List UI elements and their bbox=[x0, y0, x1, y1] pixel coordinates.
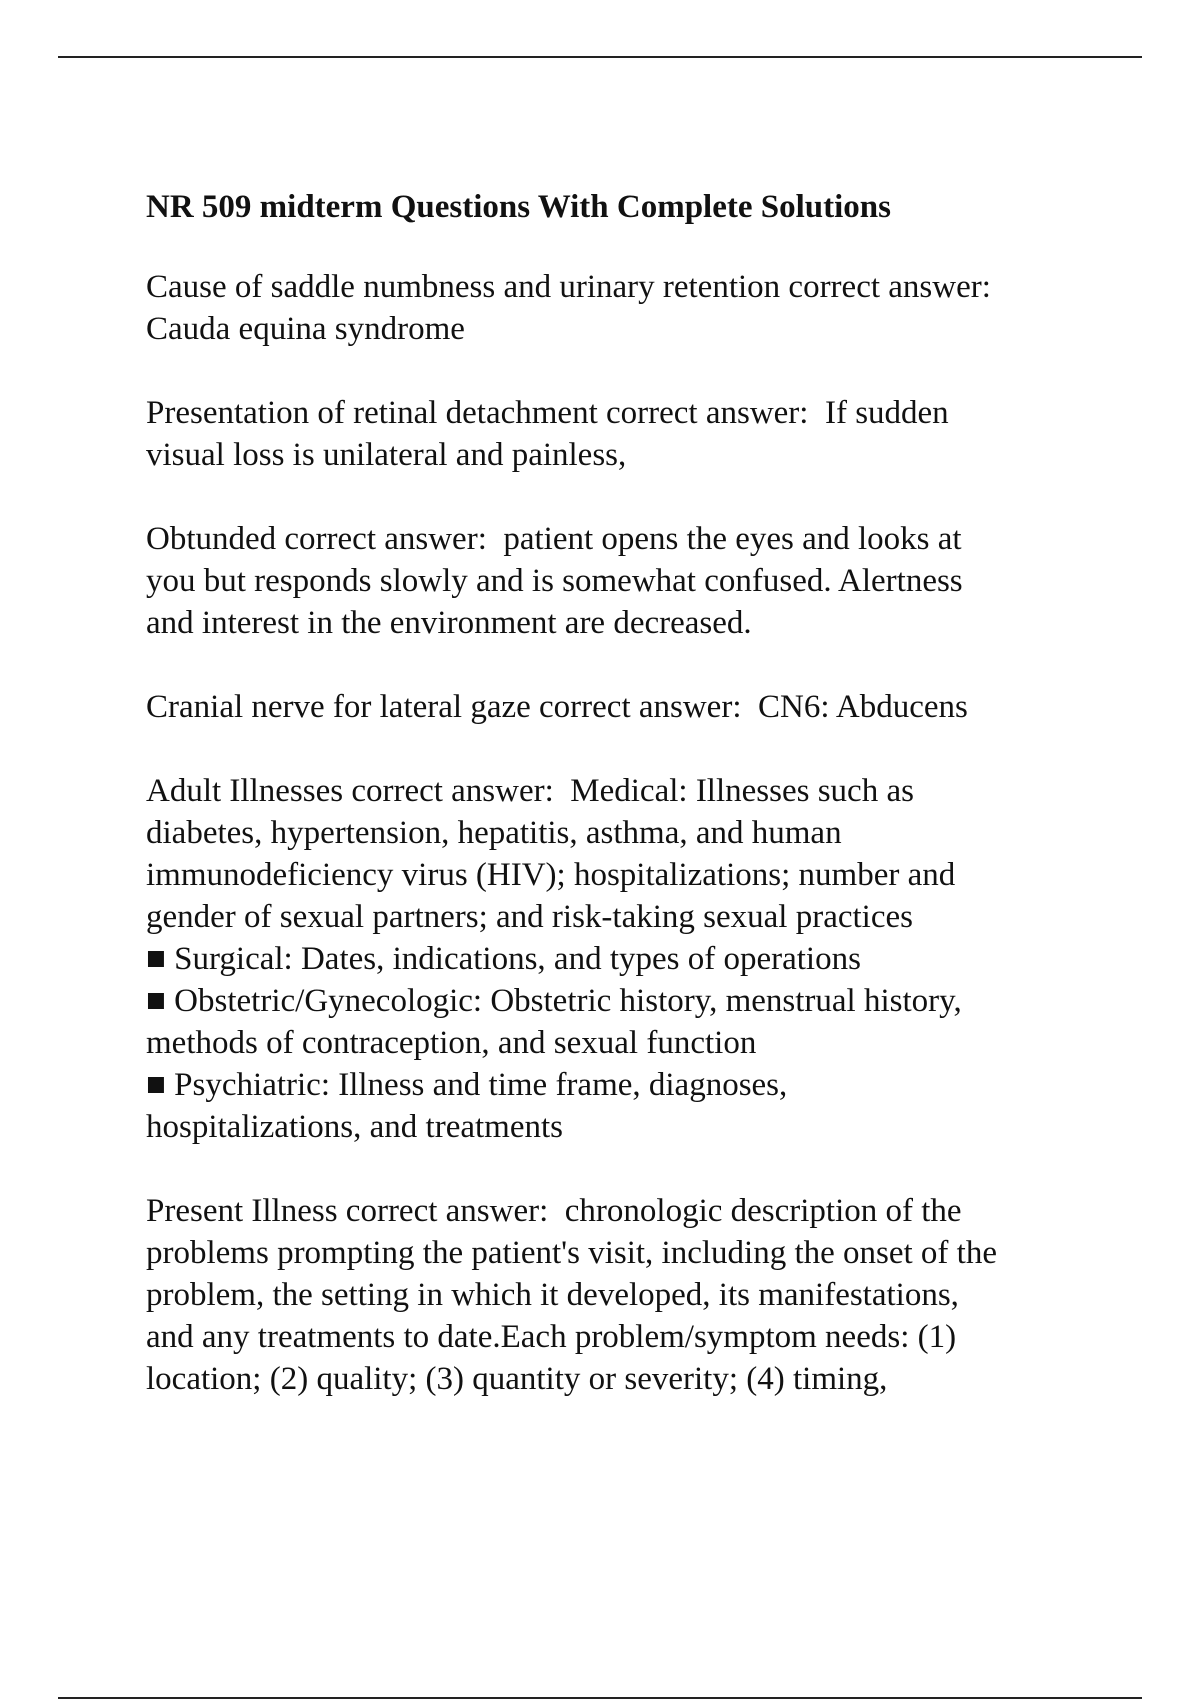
entry-line: problems prompting the patient's visit, including the onset of the bbox=[146, 1235, 997, 1271]
entry-line: location; (2) quality; (3) quantity or severity; (4) timing, bbox=[146, 1361, 888, 1397]
qa-entry bbox=[146, 770, 1096, 1148]
qa-entry bbox=[146, 392, 1096, 476]
qa-entry bbox=[146, 266, 1096, 350]
entry-line: diabetes, hypertension, hepatitis, asthma, and human bbox=[146, 815, 842, 851]
entry-line: Adult Illnesses correct answer: Medical: Illnesses such as bbox=[146, 773, 914, 809]
qa-entry bbox=[146, 686, 1096, 728]
entry-line: Presentation of retinal detachment correct answer: If sudden bbox=[146, 395, 949, 431]
bullet-line: ■ Surgical: Dates, indications, and types of operations bbox=[146, 941, 861, 977]
entry-line: hospitalizations, and treatments bbox=[146, 1109, 563, 1145]
qa-entry bbox=[146, 518, 1096, 644]
entry-line: Obtunded correct answer: patient opens the eyes and looks at bbox=[146, 521, 962, 557]
entry-line: and interest in the environment are decreased. bbox=[146, 605, 752, 641]
qa-entry bbox=[146, 1190, 1096, 1400]
bullet-line: ■ Obstetric/Gynecologic: Obstetric history, menstrual history, bbox=[146, 983, 962, 1019]
entry-line: Cause of saddle numbness and urinary retention correct answer: bbox=[146, 269, 991, 305]
entry-line: immunodeficiency virus (HIV); hospitalizations; number and bbox=[146, 857, 956, 893]
bullet-line: ■ Psychiatric: Illness and time frame, diagnoses, bbox=[146, 1067, 788, 1103]
entry-line: methods of contraception, and sexual function bbox=[146, 1025, 757, 1061]
entry-line: Cranial nerve for lateral gaze correct answer: CN6: Abducens bbox=[146, 689, 968, 725]
bottom-divider bbox=[58, 1697, 1142, 1699]
entry-line: visual loss is unilateral and painless, bbox=[146, 437, 627, 473]
entry-line: you but responds slowly and is somewhat confused. Alertness bbox=[146, 563, 963, 599]
entry-line: and any treatments to date.Each problem/symptom needs: (1) bbox=[146, 1319, 957, 1355]
entry-line: Present Illness correct answer: chronologic description of the bbox=[146, 1193, 962, 1229]
top-divider bbox=[58, 56, 1142, 58]
document-body bbox=[146, 186, 1096, 1442]
page-title: NR 509 midterm Questions With Complete Solutions bbox=[146, 189, 891, 225]
entry-line: problem, the setting in which it developed, its manifestations, bbox=[146, 1277, 959, 1313]
entry-line: gender of sexual partners; and risk-taking sexual practices bbox=[146, 899, 913, 935]
entry-line: Cauda equina syndrome bbox=[146, 311, 465, 347]
